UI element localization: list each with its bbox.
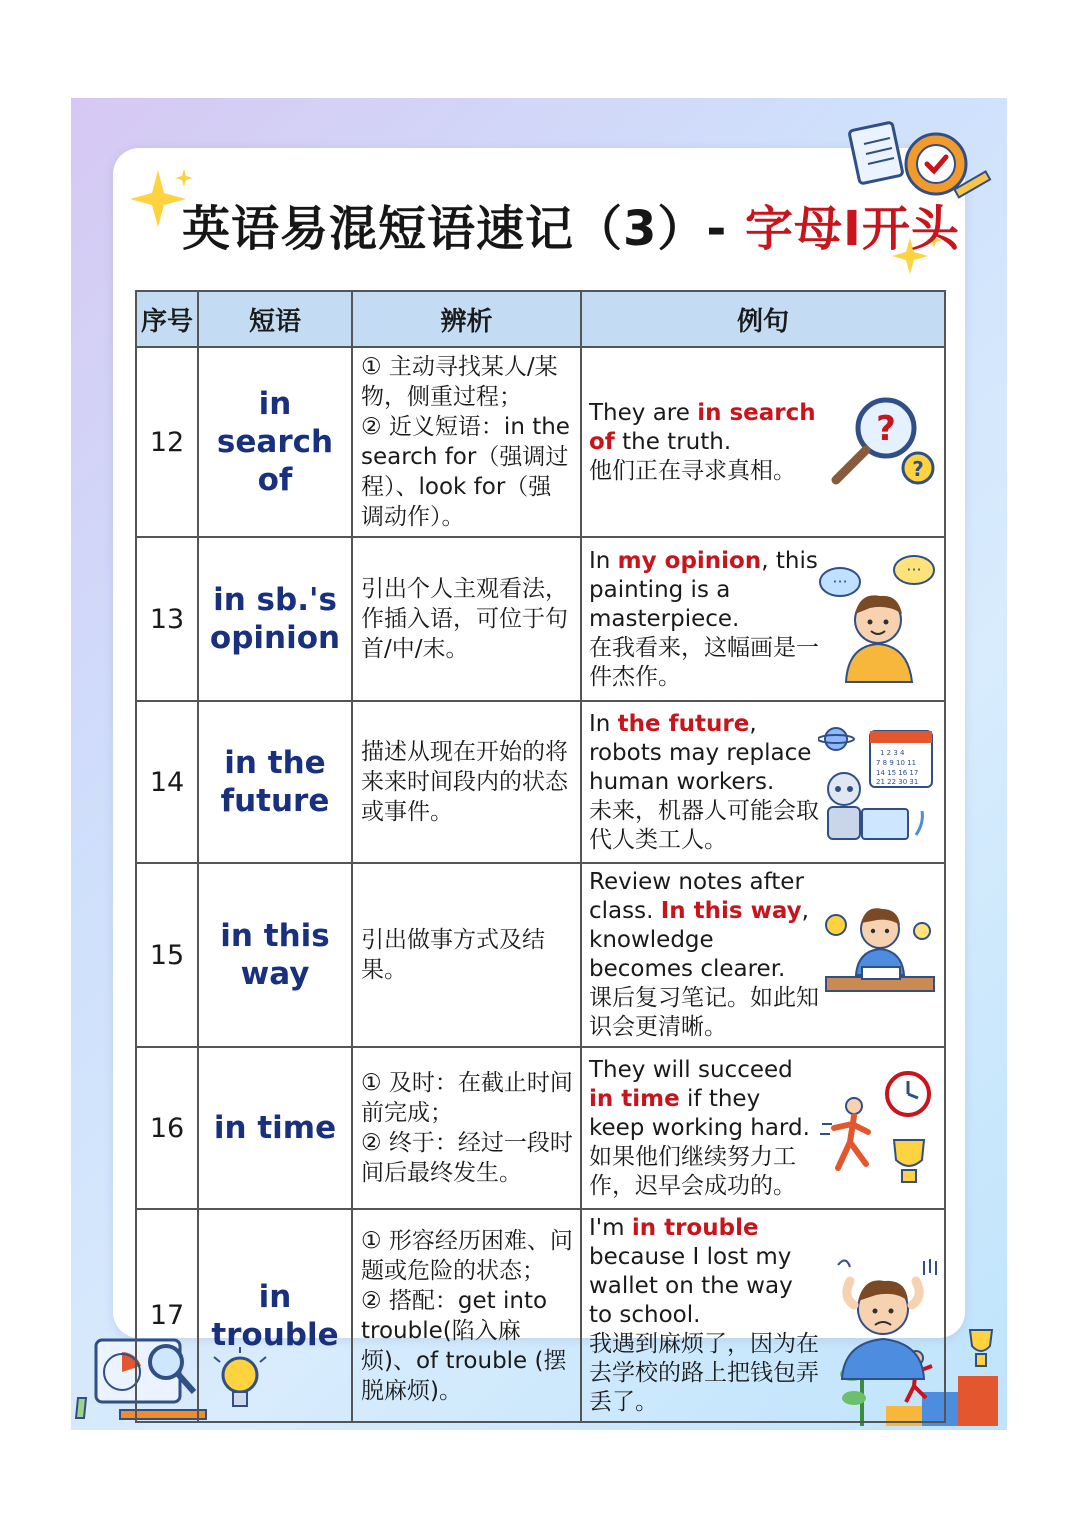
phrase-cell: in this way xyxy=(198,863,352,1047)
example-translation: 他们正在寻求真相。 xyxy=(589,457,796,484)
example-cell xyxy=(581,701,945,863)
example-translation: 如果他们继续努力工作，迟早会成功的。 xyxy=(589,1143,796,1199)
table-row xyxy=(136,347,945,537)
example-translation: 我遇到麻烦了，因为在去学校的路上把钱包弄丢了。 xyxy=(589,1331,819,1415)
example-highlight: In this way xyxy=(660,898,802,924)
example-cell xyxy=(581,537,945,701)
table-row xyxy=(136,863,945,1047)
row-number: 17 xyxy=(136,1209,198,1422)
example-cell xyxy=(581,1047,945,1209)
phrase-table xyxy=(135,290,946,1423)
svg-text:?: ? xyxy=(912,457,924,481)
example-highlight: the future xyxy=(617,710,750,737)
svg-text:?: ? xyxy=(876,409,896,449)
header-number: 序号 xyxy=(136,291,198,347)
example-text: Review notes after class. xyxy=(589,869,804,924)
row-number: 15 xyxy=(136,863,198,1047)
example-highlight: my opinion xyxy=(617,547,762,574)
phrase-cell: in sb.'s opinion xyxy=(198,537,352,701)
page-title xyxy=(150,190,960,259)
table-row xyxy=(136,1209,945,1422)
table-row xyxy=(136,537,945,701)
example-text: , this painting is a masterpiece. xyxy=(589,547,818,632)
example-text: They are xyxy=(589,399,698,426)
example-text: because I lost my wallet on the way to school. xyxy=(589,1244,793,1328)
example-text: In xyxy=(589,547,618,574)
header-analysis: 辨析 xyxy=(352,291,581,347)
worried-boy-icon xyxy=(828,1251,938,1381)
example-cell xyxy=(581,863,945,1047)
analysis-cell: 引出个人主观看法，作插入语，可位于句首/中/末。 xyxy=(352,537,581,701)
example-translation: 课后复习笔记。如此知识会更清晰。 xyxy=(589,985,819,1040)
example-translation: 未来，机器人可能会取代人类工人。 xyxy=(589,797,819,853)
svg-text:14 15 16 17: 14 15 16 17 xyxy=(876,769,919,777)
example-text: I'm xyxy=(589,1215,632,1241)
example-text: , knowledge becomes clearer. xyxy=(589,898,809,982)
analysis-cell: 引出做事方式及结果。 xyxy=(352,863,581,1047)
analysis-cell: ① 及时：在截止时间前完成； ② 终于：经过一段时间后最终发生。 xyxy=(352,1047,581,1209)
robot-calendar-icon xyxy=(818,717,938,847)
row-number: 13 xyxy=(136,537,198,701)
example-highlight: in trouble xyxy=(631,1215,759,1241)
title-separator: - xyxy=(706,201,728,257)
title-main: 英语易混短语速记（3） xyxy=(182,201,707,257)
svg-text:···: ··· xyxy=(906,560,922,579)
example-text: the truth. xyxy=(614,428,732,455)
header-phrase: 短语 xyxy=(198,291,352,347)
analysis-cell: ① 形容经历困难、问题或危险的状态； ② 搭配：get into trouble(陷入麻烦)、of trouble (摆脱麻烦)。 xyxy=(352,1209,581,1422)
example-text: if they keep working hard. xyxy=(589,1085,810,1141)
example-highlight: in search of xyxy=(589,399,816,455)
example-cell xyxy=(581,1209,945,1422)
title-accent: 字母I开头 xyxy=(745,201,960,257)
student-desk-icon xyxy=(818,895,938,1015)
phrase-cell: in trouble xyxy=(198,1209,352,1422)
row-number: 14 xyxy=(136,701,198,863)
boy-speech-bubbles-icon xyxy=(818,554,938,684)
phrase-cell: in time xyxy=(198,1047,352,1209)
header-example: 例句 xyxy=(581,291,945,347)
analysis-cell: ① 主动寻找某人/某物，侧重过程； ② 近义短语：in the search for（强调过程）、look for（强调动作）。 xyxy=(352,347,581,537)
svg-text:1 2 3 4: 1 2 3 4 xyxy=(880,749,905,757)
example-highlight: in time xyxy=(589,1085,680,1112)
analysis-cell: 描述从现在开始的将来来时间段内的状态或事件。 xyxy=(352,701,581,863)
example-translation: 在我看来，这幅画是一件杰作。 xyxy=(589,634,819,690)
example-text: In xyxy=(589,710,618,737)
example-text: They will succeed xyxy=(589,1056,793,1083)
phrase-cell: in the future xyxy=(198,701,352,863)
row-number: 12 xyxy=(136,347,198,537)
svg-text:···: ··· xyxy=(832,572,848,591)
row-number: 16 xyxy=(136,1047,198,1209)
phrase-cell: in search of xyxy=(198,347,352,537)
table-header-row xyxy=(136,291,945,347)
table-row xyxy=(136,701,945,863)
svg-text:21 22 30 31: 21 22 30 31 xyxy=(876,778,919,786)
runner-clock-trophy-icon xyxy=(820,1068,938,1188)
table-row xyxy=(136,1047,945,1209)
example-text: , robots may replace human workers. xyxy=(589,710,812,795)
magnifier-question-icon xyxy=(828,392,938,492)
example-cell xyxy=(581,347,945,537)
svg-text:7 8 9 10 11: 7 8 9 10 11 xyxy=(876,759,917,767)
